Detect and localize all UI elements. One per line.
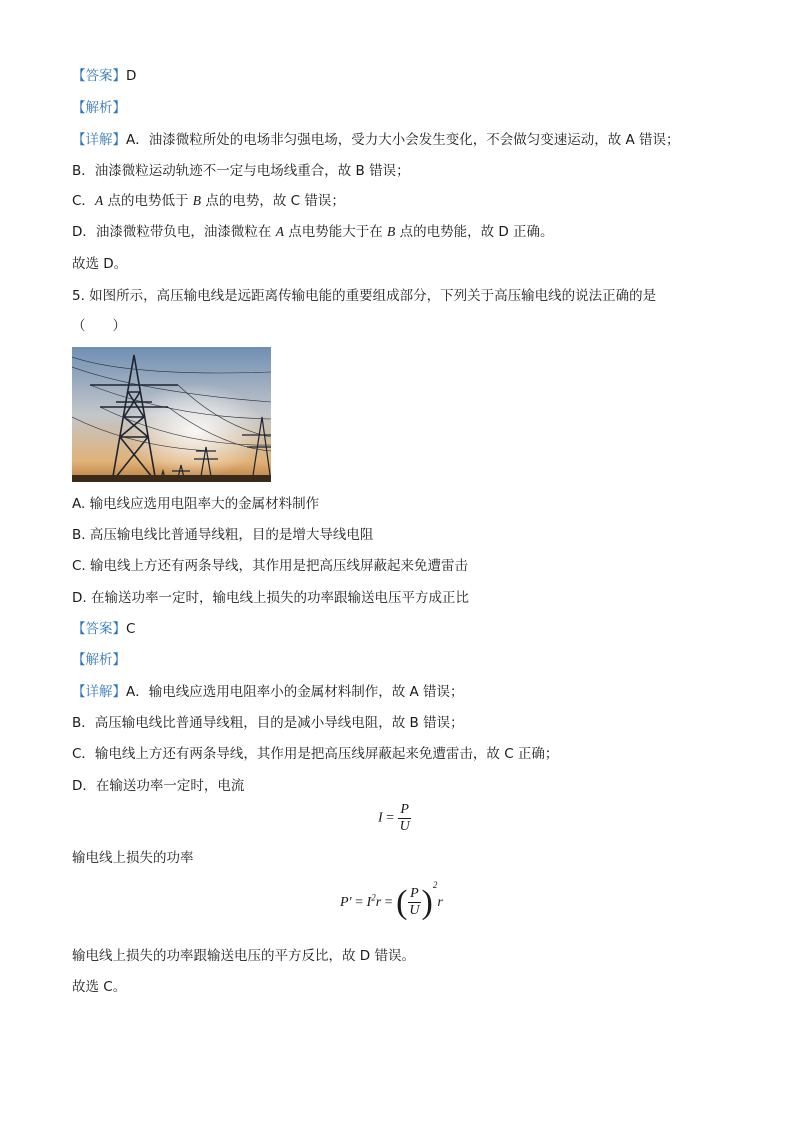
formula-exponent: 2 [432,880,438,890]
fraction-denominator: U [409,903,420,919]
q5-option-c: C. 输电线上方还有两条导线，其作用是把高压线屏蔽起来免遭雷击 [72,558,469,574]
right-paren: ) [421,883,433,921]
formula-term: I [366,895,372,910]
q4-detail-d [72,222,554,242]
fraction [398,802,412,835]
q4-detail-b: B．油漆微粒运动轨迹不一定与电场线重合，故 B 错误； [72,163,410,179]
q5-option-a: A. 输电线应选用电阻率大的金属材料制作 [72,496,320,512]
answer-tag: 【答案】 [72,68,126,84]
formula-equals: = [351,895,367,910]
q4-detail-a-text: A．油漆微粒所处的电场非匀强电场，受力大小会发生变化，不会做匀变速运动，故 A 错误； [126,132,680,148]
q5-detail-a-text: A．输电线应选用电阻率小的金属材料制作，故 A 错误； [126,684,464,700]
q5-option-d: D. 在输送功率一定时，输电线上损失的功率跟输送电压平方成正比 [72,590,469,606]
formula-term: P′ [340,895,352,910]
q5-detail-b: B．高压输电线比普通导线粗，目的是减小导线电阻，故 B 错误； [72,715,464,731]
current-formula [378,802,412,835]
text-segment: C． [72,193,95,209]
q5-option-b: B. 高压输电线比普通导线粗，目的是增大导线电阻 [72,527,374,543]
fraction-denominator: U [399,819,410,834]
answer-value: D [126,68,137,84]
answer-value: C [126,621,136,637]
q5-detail-d: D．在输送功率一定时，电流 [72,778,245,794]
text-segment: 点电势能大于在 [283,224,388,240]
point-a: A [94,193,104,208]
point-a: A [275,224,284,239]
q4-conclusion: 故选 D。 [72,256,128,272]
text-segment: 点的电势低于 [103,193,193,209]
q5-blank: （ ） [72,318,126,334]
formula-term: r [437,895,443,910]
q5-detail-a [72,682,464,702]
q5-detail-c: C．输电线上方还有两条导线，其作用是把高压线屏蔽起来免遭雷击，故 C 正确； [72,746,559,762]
q5-conclusion: 故选 C。 [72,979,127,995]
formula-equals: = [381,895,397,910]
power-loss-formula [340,880,443,920]
power-lines-photo [72,347,271,482]
formula-term: I [378,810,383,826]
text-segment: 点的电势能，故 D 正确。 [395,224,554,240]
text-segment: D．油漆微粒带负电，油漆微粒在 [72,224,276,240]
text-segment: 点的电势，故 C 错误； [201,193,345,209]
formula-term: r [375,895,382,910]
q4-analysis-tag: 【解析】 [72,100,126,116]
answer-tag: 【答案】 [72,621,126,637]
q4-detail-a [72,130,680,150]
point-b: B [192,193,202,208]
fraction [407,886,421,919]
formula-equals: = [382,810,398,826]
q5-stem: 5. 如图所示，高压输电线是远距离传输电能的重要组成部分，下列关于高压输电线的说法正确的是 [72,288,657,304]
q5-answer-line [72,619,135,639]
detail-tag: 【详解】 [72,684,126,700]
detail-tag: 【详解】 [72,132,126,148]
formula-exponent: 2 [371,892,376,903]
q5-loss-label: 输电线上损失的功率 [72,850,194,866]
q5-loss-conclusion: 输电线上损失的功率跟输送电压的平方反比，故 D 错误。 [72,948,415,964]
q5-analysis-tag: 【解析】 [72,652,126,668]
left-paren: ( [396,883,408,921]
point-b: B [387,224,396,239]
fraction-numerator: P [400,802,409,817]
q4-answer-line [72,66,136,86]
fraction-numerator: P [410,886,419,902]
q4-detail-c [72,191,345,211]
